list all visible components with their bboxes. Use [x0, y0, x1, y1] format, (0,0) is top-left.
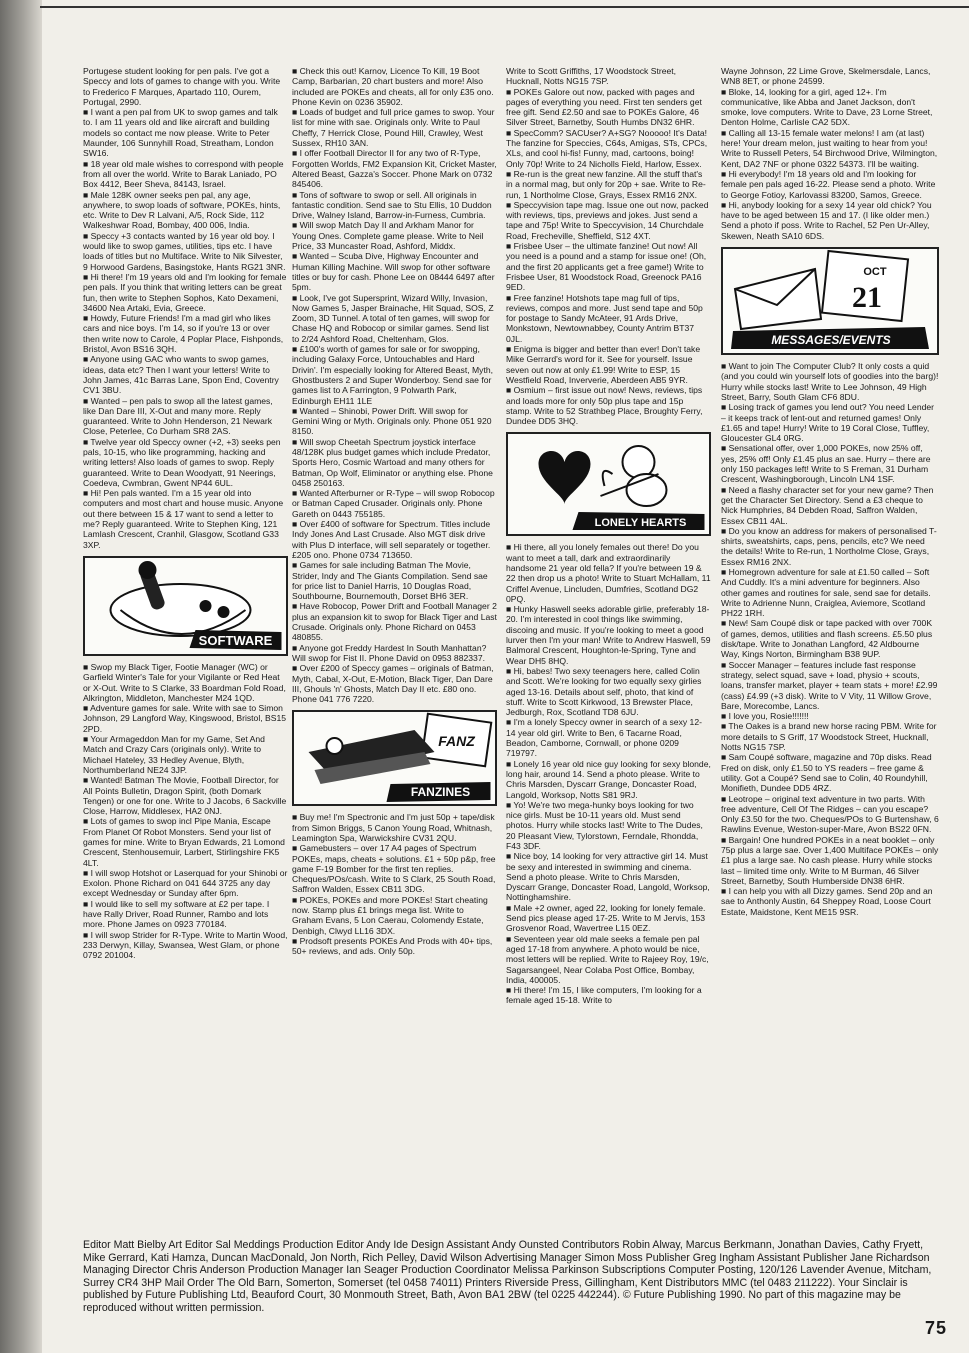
classified-ad: ■ Male 128K owner seeks pen pal, any age, anywhere, to swop loads of software, POKEs, hints, etc. Write to Dev R Lalvani, A/5, Rock Side, 112 Walkeshwar Road, Bombay, 400 006, India. — [83, 189, 281, 231]
classified-ad: ■ 18 year old male wishes to correspond with people from all over the world. Write to Barak Laniado, PO Box 4412, Beer Sheva, 84143, Israel. — [83, 158, 284, 190]
classified-ad: ■ Lonely 16 year old nice guy looking for sexy blonde, long hair, around 14. Send a photo please. Write to Chris Marsden, Dyscarr Grange, Doncaster Road, Langold, Worksop, Notts S81 9RJ. — [506, 758, 711, 800]
classified-ad: ■ Wanted – Shinobi, Power Drift. Will swop for Gemini Wing or Myth. Originals only. Phone 051 920 8150. — [292, 405, 492, 437]
classified-ad: ■ I will swop Hotshot or Laserquad for your Shinobi or Exolon. Phone Richard on 041 644 3725 any day except Wednesday or Sunday after 6pm. — [83, 867, 288, 899]
classified-ad: ■ Swop my Black Tiger, Footie Manager (WC) or Garfield Winter's Tale for your Vigilante or Red Heat or X-Out. Write to S Clarke, 33 Boardman Fold Road, Alkrington, Middleton, Manchester M24 1QD. — [83, 661, 286, 703]
classified-ad: ■ Re-run is the great new fanzine. All the stuff that's in a normal mag, but only for 20p + sae. Write to Re-run, 1 Northolme Close, Grays, Essex RM16 2NX. — [506, 168, 706, 200]
classified-ad: ■ Want to join The Computer Club? It only costs a quid (and you could win yourself lots of goodies into the barg)! Hurry while stocks last! Write to Lee Johnson, 49 High Street, Barry, South Glam CF6 8DU. — [721, 361, 939, 402]
classified-ad: ■ Sam Coupé software, magazine and 70p disks. Read Fred on disk, only £1.50 to YS readers – free game & utility. Got a Coupé? Send sae to Colin, 40 Roundyhill, Monifieth, Dundee DD5 4RZ. — [721, 752, 932, 794]
classified-ad: ■ Frisbee User – the ultimate fanzine! Out now! All you need is a pound and a stamp for issue one! (Oh, and the first 20 applicants get a free game!) Write to Frisbee User, 81 Woodstock Road, Greenock PA16 9ED. — [506, 241, 707, 293]
fanzines-label: FANZINES — [410, 785, 471, 800]
classified-ad: ■ Adventure games for sale. Write with sae to Simon Johnson, 29 Langford Way, Kingswood, Bristol, BS15 2PD. — [83, 703, 287, 734]
classified-ad: ■ Will swop Cheetah Spectrum joystick interface 48/128K plus budget games which include Predator, Sports Hero, Cosmic Wartoad and many others for Batman, Op Wolf, Eliminator or anything else. Phone 0458 250163. — [292, 436, 493, 488]
classified-ad: ■ Look, I've got Supersprint, Wizard Willy, Invasion, Now Games 5, Jasper Brainache, Hit Squad, SOS, Z Zoom, 3D Tunnel. A total of ten games, will swop for Chase HQ and Robocop or similar games. Send list to 2/24 Ashford Road, Cheltenham, Glos. — [292, 292, 494, 344]
classified-ad: ■ Prodsoft presents POKEs And Prods with 40+ tips, 50+ reviews, and ads. Only 50p. — [292, 935, 493, 957]
classified-ad: ■ Sensational offer, over 1,000 POKEs, now 25% off, yes, 25% off! Only £1.45 plus an sae. Hurry – there are only 150 packages left! Write to S Freman, 31 Durham Crescent, Washingborough, Lincoln LN4 1SF. — [721, 443, 931, 485]
classified-ad: ■ Hunky Haswell seeks adorable girlie, preferably 18-20. I'm interested in cool things like swimming, discoing and music. If you're looking to meet a good lurver then I'm your man! Write to Andrew Haswell, 59 Balmoral Crescent, Houghton-le-Spring, Tyne and Wear DH5 8HQ. — [506, 604, 711, 666]
classified-ad: ■ Tons of software to swop or sell. All originals in fantastic condition. Send sae to Stu Ellis, 10 Duddon Drive, Walney Island, Barrow-in-Furness, Cumbria. — [292, 189, 492, 221]
binding-gutter — [0, 0, 42, 1353]
classified-ad: ■ Wanted Afterburner or R-Type – will swop Robocop or Batman Caped Crusader. Originals only. Phone Gareth on 0443 755185. — [292, 488, 495, 519]
credits-text: Editor Matt Bielby Art Editor Sal Meddings Production Editor Andy Ide Design Assistant Andy Ounsted Contributors Robin Alway, Marcus Berkmann, Jonathan Davies, Cathy Fryett, Mike Gerrard, Kati Hamza, Duncan MacDonald, Jon North, Rich Pelley, David Wilson Advertising Manager Simon Moss Publisher Greg Ingham Assistant Publisher Jane Richardson Managing Director Chris Anderson Production Manager Ian Seager Production Coordinator Melissa Parkinson Subscriptions Computer Posting, 120/126 Lavender Avenue, Mitcham, Surrey CR4 3HP Mail Order The Old Barn, Somerton, Somerset (tel 0458 74011) Printers Riverside Press, Gillingham, Kent Distributors MMC (tel 0483 211222). Your Sinclair is published by Future Publishing Ltd, Beauford Court, 30 Monmouth Street, Bath, Avon BA1 2BW (tel 0225 442244). © Future Publishing 1990. No part of this magazine may be reproduced without written permission. — [83, 1239, 932, 1314]
column-2-body — [292, 66, 497, 957]
column-3 — [506, 66, 711, 1316]
classified-ad: ■ Hi! Pen pals wanted. I'm a 15 year old into computers and most chart and house music. Anyone out there between 15 & 17 want to send a letter to me? Reply guaranteed. Write to Stephen King, 121 Lamlash Crescent, Cranhil, Glasgow, Scotland G33 3XP. — [83, 488, 284, 550]
stapler-icon — [294, 712, 495, 804]
classified-ad: ■ Hi, babes! Two sexy teenagers here, called Colin and Scott. We're looking for two equally sexy girlies aged 13-16. Details about self, photo, that kind of stuff. Write to Scott Kirkwood, 13 Brewster Place, Jedburgh, Rox, Scotland TD8 6JU. — [506, 665, 702, 718]
classified-ad: ■ Loads of budget and full price games to swop. Your list for mine with sae. Originals only. Write to Paul Cheffy, 7 Herrick Close, Pound Hill, Crawley, West Sussex, RH10 3AN. — [292, 107, 495, 149]
classified-ad: ■ The Oakes is a brand new horse racing PBM. Write for more details to S Griff, 17 Woodstock Street, Hucknall, Notts NG15 7SP. — [721, 721, 937, 753]
classified-ad: ■ Do you know an address for makers of personalised T-shirts, sweatshirts, caps, pens, pencils, etc? We need the details! Write to Re-run, 1 Northolme Close, Grays, Essex RM16 2NX. — [721, 525, 937, 567]
classified-ad: ■ I want a pen pal from UK to swop games and talk to. I am 11 years old and like aircraft and building models so contact me now please. Write to Peter Maunder, 106 Sunnyhill Road, Streatham, London SW16. — [83, 107, 278, 159]
classified-ad: ■ Will swop Match Day II and Arkham Manor for Young Ones. Complete game please. Write to Neil Price, 33 Muncaster Road, Ashford, Middx. — [292, 220, 484, 252]
classified-ad: ■ Hi there! I'm 15, I like computers, I'm looking for a female aged 15-18. Write to — [506, 985, 702, 1006]
calendar-month: OCT — [863, 266, 887, 279]
classified-ad: ■ I offer Football Director II for any two of R-Type, Forgotten Worlds, FM2 Expansion Kit, Cricket Master, Altered Beast, Gazza's Soccer. Phone Mark on 0732 845406. — [292, 148, 497, 190]
classified-ad: ■ Have Robocop, Power Drift and Football Manager 2 plus an expansion kit to swop for Black Tiger and Last Crusade. Originals only. Phone Richard on 0453 480855. — [292, 601, 497, 643]
classified-ad: ■ Hi, anybody looking for a sexy 14 year old chick? You have to be aged between 15 and 17. (I like older men.) Send a photo if poss. Write to Rachel, 52 Pen Ur-Alley, Skewen, Neath SA10 6DS. — [721, 199, 932, 241]
software-illustration — [83, 556, 288, 656]
classified-ad: ■ POKEs, POKEs and more POKEs! Start cheating now. Stamp plus £1 brings mega list. Write to Graham Evans, 5 Lon Caerau, Colomendy Estate, Denbigh, Clwyd LL16 3DX. — [292, 894, 488, 936]
classified-ad: ■ I would like to sell my software at £2 per tape. I have Rally Driver, Road Runner, Rambo and lots more. Phone James on 0923 770184. — [83, 898, 270, 930]
classified-ad: ■ £100's worth of games for sale or for swopping, including Galaxy Force, Untouchables and Hard Drivin'. I'm especially looking for Altered Beast, Myth, Ghostbusters 2 and Super Wonderboy. Send sae for games list to A Farrington, 9 Polwarth Park, Edinburgh EH11 1LE — [292, 344, 494, 406]
messages-events-label: MESSAGES/EVENTS — [771, 333, 891, 348]
classified-ad: ■ Over £400 of software for Spectrum. Titles include Indy Jones And Last Crusade. Also MGT disk drive with Plus D interface, will sell separately or together. £205 ono. Phone 0734 713650. — [292, 519, 491, 560]
classified-ad: ■ Seventeen year old male seeks a female pen pal aged 17-18 from anywhere. A photo would be nice, most letters will be replied. Write to Rajeey Roy, 19/c, Sagarsangeel, Near Colaba Post Office, Bombay, India, 400005. — [506, 933, 709, 985]
column-4-body — [721, 66, 939, 917]
classified-ad: ■ Losing track of games you lend out? You need Lender – it keeps track of lent-out and returned games! Only £1.65 and tape! Hurry! Write to 19 Coral Close, Tuffley, Gloucester GL4 0RG. — [721, 402, 935, 444]
classified-ad: ■ Wanted – pen pals to swop all the latest games, like Dan Dare III, X-Out and many more. Reply guaranteed. Write to John Henderson, 21 Newark Close, Peterlee, Co Durham SR8 2AS. — [83, 395, 273, 437]
classified-ad: ■ Games for sale including Batman The Movie, Strider, Indy and The Giants Compilation. Send sae for price list to Daniel Harris, 10 Douglas Road, Southbourne, Bournemouth, Dorset BH6 3ER. — [292, 560, 488, 602]
joystick-icon — [85, 558, 286, 654]
classified-ad: ■ Gamebusters – over 17 A4 pages of Spectrum POKEs, maps, cheats + solutions. £1 + 50p p&p, free game F-19 Bomber for the first ten replies. Cheques/POs/cash. Write to S Clark, 25 South Road, Saffron Walden, Essex CB11 3DG. — [292, 843, 496, 895]
cupid-icon — [508, 434, 709, 534]
classified-ad: ■ Need a flashy character set for your new game? Then get the Character Set Directory. Send a £3 cheque to Nick Humphries, 84 Debden Road, Saffron Walden, Essex CB11 4AL. — [721, 484, 934, 526]
fanzines-illustration — [292, 710, 497, 806]
classified-ad: ■ Calling all 13-15 female water melons! I am (at last) here! Your dream melon, just waiting to hear from you! Write to Russell Peters, 54 Birchwood Drive, Wilmington, Kent, DA2 7NF or phone 0322 54373. I'll be waiting. — [721, 127, 938, 169]
classified-ad: ■ Buy me! I'm Spectronic and I'm just 50p + tape/disk from Simon Briggs, 5 Canon Young Road, Whitnash, Leamington Spa, Warwickshire CV31 2QU. — [292, 812, 495, 843]
classified-ad: ■ Wanted – Scuba Dive, Highway Encounter and Human Killing Machine. Will swop for other software titles or buy for cash. Phone Lee on 08444 6497 after 5pm. — [292, 251, 495, 293]
classified-ad: ■ Bargain! One hundred POKEs in a neat booklet – only 75p plus a large sae. Over 1,400 Multiface POKEs – only £1 plus a large sae. No cash please. Hurry while stocks last – limited time only. Write to M Burman, 46 Silver Street, Barnetby, South Humberside DN38 6HR. — [721, 834, 939, 886]
column-2 — [292, 66, 497, 1316]
classified-ad: ■ Anyone using GAC who wants to swop games, ideas, data etc? Then I want your letters! Write to John James, 41c Barras Lane, Spon End, Coventry CV1 3BU. — [83, 354, 279, 396]
fanzines-sign: FANZ — [438, 733, 475, 750]
classified-ad: ■ Lots of games to swop incl Pipe Mania, Escape From Planet Of Robot Monsters. Send your list of games for mine. Write to Bryan Edwards, 21 Lomond Crescent, Stenhousemuir, Larbert, Stirlingshire FK5 4LT. — [83, 816, 285, 868]
column-1 — [83, 66, 288, 1316]
classified-ad: ■ New! Sam Coupé disk or tape packed with over 700K of games, demos, utilities and flash screens. £5.50 plus disk/tape. Write to Jonathan Langford, 42 Aldbourne Way, Kings Norton, Birmingham B38 9UP. — [721, 618, 933, 660]
classified-ad: ■ Over £200 of Speccy games – originals of Batman, Myth, Cabal, X-Out, E-Motion, Black Tiger, Dan Dare III, Ghouls 'n' Ghosts, Match Day II etc. £80 ono. Phone 041 776 7220. — [292, 663, 494, 705]
classified-ad: ■ Bloke, 14, looking for a girl, aged 12+. I'm communicative, like Abba and Janet Jackson, don't smoke, love computers. Write to Dave, 23 Lorne Street, Denton Holme, Carlisle CA2 5DX. — [721, 86, 933, 128]
classified-ad: ■ Hi everybody! I'm 18 years old and I'm looking for female pen pals aged 16-22. Please send a photo. Write to George Fotioy, Karlovassi 83200, Samos, Greece. — [721, 168, 936, 200]
column-1-body — [83, 66, 288, 961]
classified-ad: Portugese student looking for pen pals. I've got a Speccy and lots of games to change with you. Write to Frederico F Marques, Apartado 110, Ourem, Portugal, 2990. — [83, 66, 281, 107]
classified-ad: ■ Male +2 owner, aged 22, looking for lonely female. Send pics please aged 17-25. Write to M Jervis, 153 Grosvenor Road, Wavertree L15 0EZ. — [506, 902, 706, 934]
page-number: 75 — [924, 1318, 947, 1338]
classified-ad: ■ Howdy, Future Friends! I'm a mad girl who likes cars and nice boys. I'm 14, so if you're 13 or over then write now to Carole, 4 Poplar Place, Fishponds, Bristol, Avon BS16 3QH. — [83, 313, 284, 355]
classified-ad: ■ I'm a lonely Speccy owner in search of a sexy 12-14 year old girl. Write to Ben, 6 Tacarne Road, Beadon, Camborne, Cornwall, or phone 0209 719797. — [506, 717, 702, 759]
staff-credits — [83, 1239, 943, 1315]
classified-ad: ■ Leotrope – original text adventure in two parts. With free adventure, Cell Of The Ridges – can you escape? Only £3.50 for the two. Cheques/POs to G Burtenshaw, 6 Rawlins Evenue, Weston-super-Mare, Avon BS22 0FN. — [721, 793, 939, 835]
column-4 — [721, 66, 939, 1316]
classified-ad: ■ Wanted! Batman The Movie, Football Director, for All Points Bulletin, Dragon Spirit, (both Domark Tengen) or one for one. Write to J Jacobs, 6 Sackville Close, Harrow, Middlesex, HA2 0NJ. — [83, 775, 287, 817]
classified-ad: ■ Enigma is bigger and better than ever! Don't take Mike Gerrard's word for it. See for yourself. Issue seven out now at only £1.99! Write to ESP, 15 Westfield Road, Inververie, Aberdeen AB5 9YR. — [506, 344, 701, 385]
classified-ad: Write to Scott Griffiths, 17 Woodstock Street, Hucknall, Notts NG15 7SP. — [506, 66, 677, 87]
messages-events-illustration — [721, 247, 939, 355]
classified-ad: ■ I can help you with all Dizzy games. Send 20p and an sae to Anthonly Austin, 64 Sheppey Road, Loose Court Estate, Maidstone, Kent ME15 9SR. — [721, 886, 933, 917]
classified-ad: ■ Nice boy, 14 looking for very attractive girl 14. Must be sexy and interested in swimming and cinema. Send a photo please. Write to Chris Marsden, Dyscarr Grange, Doncaster Road, Langold, Worksop, Nottinghamshire. — [506, 851, 710, 903]
classified-ad: ■ Osmium – first issue out now! News, reviews, tips and loads more for only 50p plus tape and 15p stamp. Write to 52 Strathbeg Place, Broughty Ferry, Dundee DD5 3HQ. — [506, 385, 703, 427]
classified-ad: ■ Twelve year old Speccy owner (+2, +3) seeks pen pals, 10-15, who like programming, hacking and writing letters! Also loads of games to swop. Reply guaranteed. Write to Dean Woodyatt, 91 Neerings, Coedeva, Cwmbran, Gwent NP44 6UL. — [83, 436, 281, 488]
classified-ad: ■ Speccy +3 contacts wanted by 16 year old boy. I would like to swop games, utilities, tips etc. I have loads of titles but no Multiface. Write to Nik Silvester, 9 Horwood Gardens, Basingstoke, Hants RG21 3NR. — [83, 230, 286, 272]
classified-ad: ■ Hi there, all you lonely females out there! Do you want to meet a tall, dark and extraordinarily handsome 21 year old fella? If you're between 19 & 22 then drop us a photo! Write to Stuart McHallam, 11 Criffel Avenue, Lincluden, Dumfries, Scotland DG2 0PQ. — [506, 542, 711, 604]
lonely-hearts-illustration — [506, 432, 711, 536]
classified-ad: ■ Yo! We're two mega-hunky boys looking for two nice girls. Must be 10-11 years old. Must send photos. Hurry while stocks last! Write to The Dudes, 20 Pleasant View, Tylorstown, Ferndale, Rhondda, F43 3DF. — [506, 799, 703, 851]
classified-ad: ■ I will swop Strider for R-Type. Write to Martin Wood, 233 Derwyn, Killay, Swansea, West Glam, or phone 0792 201004. — [83, 929, 288, 961]
lonely-hearts-label: LONELY HEARTS — [594, 517, 687, 530]
classified-ad: Wayne Johnson, 22 Lime Grove, Skelmersdale, Lancs, WN8 8ET, or phone 24599. — [721, 66, 931, 87]
classified-ad: ■ I love you, Rosie!!!!!!! — [721, 711, 809, 722]
classified-ad: ■ Speccyvision tape mag. Issue one out now, packed with reviews, tips, previews and jokes. Just send a tape and 75p! Write to Speccyvision, 14 Churchdale Road, Frecheville, Sheffield, S12 4XT. — [506, 199, 709, 241]
classified-ad: ■ SpecComm? SACUser? A+SG? Nooooo! It's Data! The fanzine for Speccies, C64s, Amigas, STs, CPCs, XLs, and cool hi-fis! Funny, mad, cartoons, boing! Only 70p! Write to 24 Nicholls Field, Harlow, Essex. — [506, 127, 708, 169]
classified-ad: ■ Hi there! I'm 19 years old and I'm looking for female pen pals. If you think that writing letters can be great fun, then write to Stephen Sophos, Kato Dexameni, 34600 Nea Artaki, Evia, Greece. — [83, 271, 287, 313]
classified-ad: ■ Anyone got Freddy Hardest In South Manhattan? Will swop for Fist II. Phone David on 0953 882337. — [292, 642, 487, 663]
column-3-body — [506, 66, 711, 1006]
classified-ad: ■ POKEs Galore out now, packed with pages and pages of everything you need. First ten senders get free gift. Send £2.50 and sae to POKEs Galore, 46 Silver Street, Barnetby, South Humbs DN32 6HR. — [506, 86, 702, 128]
classified-ad: ■ Free fanzine! Hotshots tape mag full of tips, reviews, compos and more. Just send tape and 50p for postage to Sandy McAteer, 91 Ards Drive, Monkstown, Newtownabbey, County Antrim BT37 0JL. — [506, 292, 703, 344]
top-rule — [40, 6, 969, 8]
calendar-icon — [723, 249, 937, 353]
classified-ad: ■ Homegrown adventure for sale at £1.50 called – Soft And Cuddly. It's a mini adventure for beginners. Also other games and routines for sale, send sae for details. Write to Adrienne Nunn, Craiglea, Aviemore, Scotland PH22 1RH. — [721, 566, 931, 619]
classified-ad: ■ Your Armageddon Man for my Game, Set And Match and Crazy Cars (originals only). Write to Michael Hateley, 33 Hedley Avenue, Blyth, Northumberland NE24 3JP. — [83, 734, 265, 775]
classified-ad: ■ Soccer Manager – features include fast response strategy, select squad, save + load, physio + scouts, loans, transfer market, player + team stats + more! £2.99 (cass) £4.99 (+3 disk). Write to V Vity, 11 Willow Grove, Bare, Morecombe, Lancs. — [721, 659, 938, 711]
classified-ad: ■ Check this out! Karnov, Licence To Kill, 19 Boot Camp, Barbarian, 20 chart busters and more! Also included are POKEs and cheats, all for only £35 ono. Phone Kevin on 0236 35902. — [292, 66, 494, 107]
software-label: SOFTWARE — [198, 632, 273, 648]
calendar-day: 21 — [852, 281, 882, 315]
